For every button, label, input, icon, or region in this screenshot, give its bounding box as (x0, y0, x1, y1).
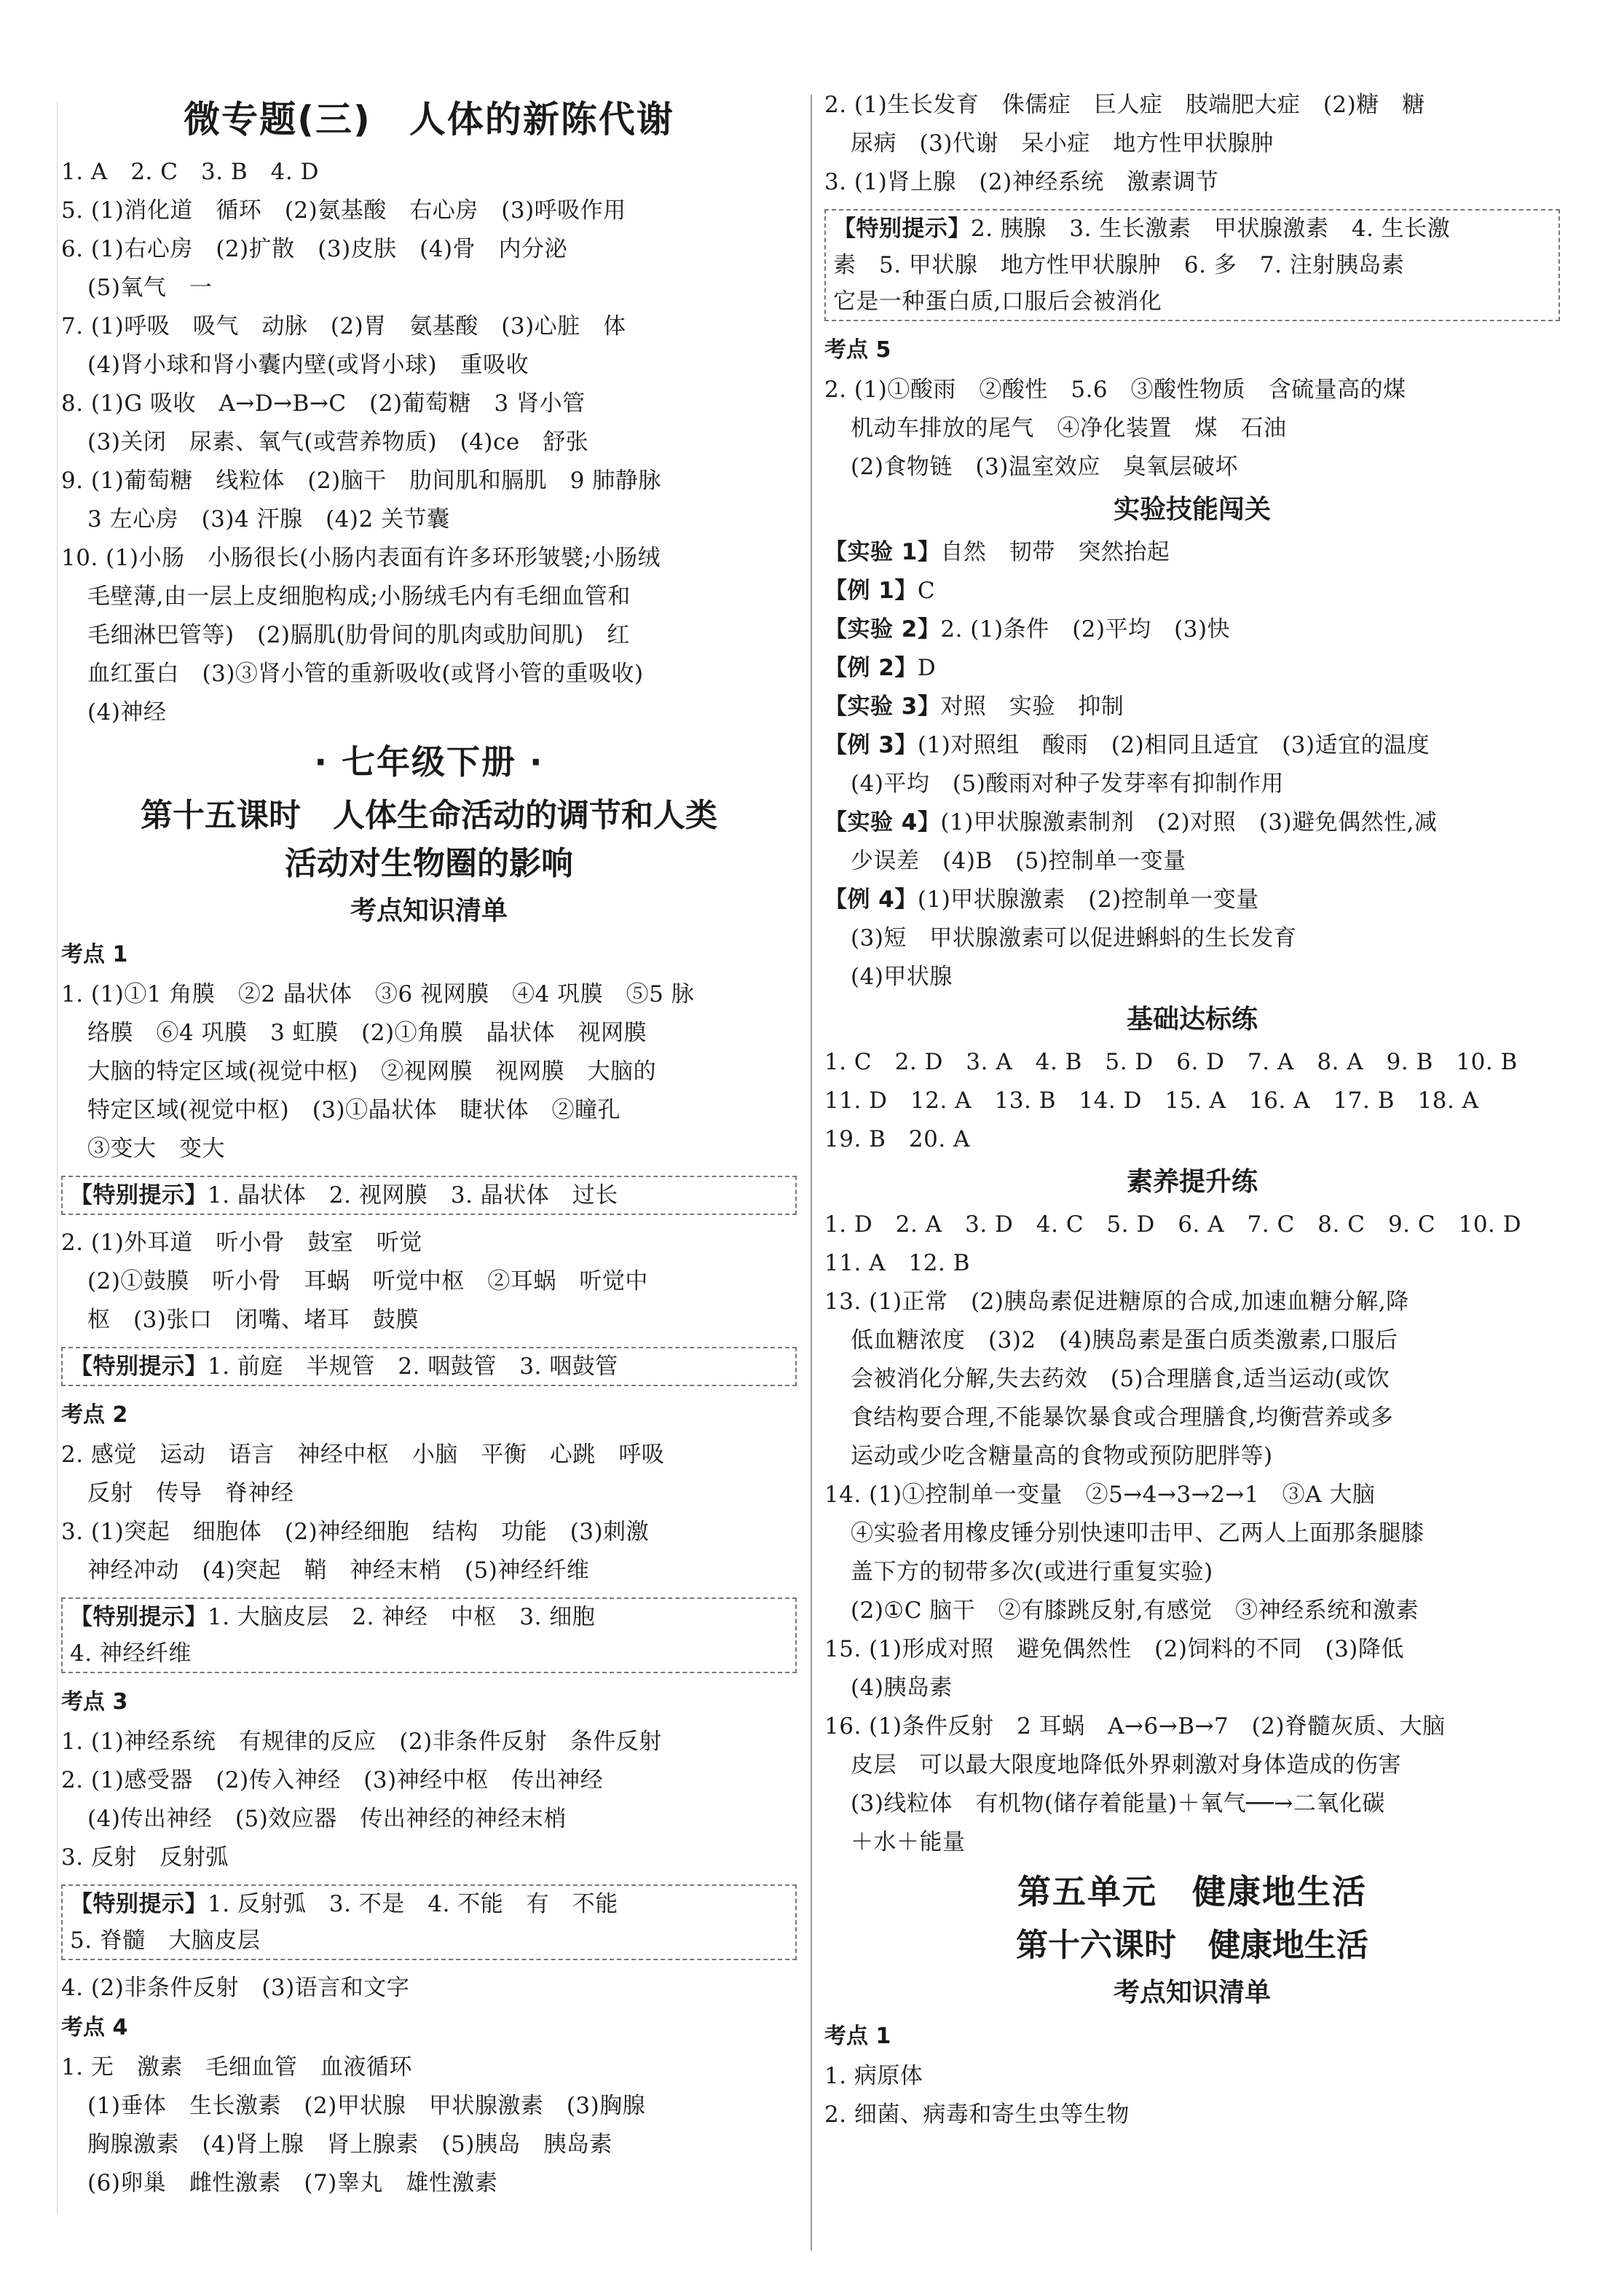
answer-continuation: (6)卵巢 雌性激素 (7)睾丸 雄性激素 (87, 2170, 498, 2196)
answer-continuation: (1)垂体 生长激素 (2)甲状腺 甲状腺激素 (3)胸腺 (87, 2093, 646, 2119)
section-title: 微专题(三) 人体的新陈代谢 (184, 98, 674, 141)
subsection-title: 考点知识清单 (350, 896, 508, 926)
topic-label: 考点 4 (61, 2015, 128, 2040)
experiment-line (824, 688, 1560, 726)
experiment-text: D (917, 655, 937, 681)
experiment-tag: 【例 1】 (824, 578, 918, 604)
answer-line: 3. (1)突起 细胞体 (2)神经细胞 结构 功能 (3)刺激 (61, 1519, 650, 1545)
lesson-title: 第十五课时 人体生命活动的调节和人类 (141, 797, 717, 834)
answer-line: 14. (1)①控制单一变量 ②5→4→3→2→1 ③A 大脑 (824, 1482, 1376, 1508)
answer-line: 2. 细菌、病毒和寄生虫等生物 (824, 2102, 1130, 2128)
tip-line (833, 283, 1551, 320)
answer-continuation: ③变大 变大 (87, 1136, 225, 1162)
answer-line: 3. 反射 反射弧 (61, 1844, 229, 1871)
experiment-tag: 【例 2】 (824, 655, 918, 681)
topic-label: 考点 3 (61, 1689, 128, 1715)
answer-line: 2. (1)生长发育 侏儒症 巨人症 肢端肥大症 (2)糖 糖 (824, 92, 1425, 118)
answer-line: 15. (1)形成对照 避免偶然性 (2)饲料的不同 (3)降低 (824, 1636, 1404, 1662)
tip-text: 1. 反射弧 3. 不是 4. 不能 有 不能 (208, 1891, 618, 1917)
answer-continuation: 尿病 (3)代谢 呆小症 地方性甲状腺肿 (851, 130, 1274, 157)
answer-line: 1. 病原体 (824, 2063, 923, 2089)
answer-line: 8. (1)G 吸收 A→D→B→C (2)葡萄糖 3 肾小管 (61, 390, 586, 417)
tip-line (70, 1177, 788, 1214)
experiment-text: 2. (1)条件 (2)平均 (3)快 (940, 616, 1231, 642)
answer-continuation: 特定区域(视觉中枢) (3)①晶状体 睫状体 ②瞳孔 (87, 1097, 621, 1123)
answer-continuation: 胸腺激素 (4)肾上腺 肾上腺素 (5)胰岛 胰岛素 (87, 2131, 612, 2158)
topic-label: 考点 1 (824, 2024, 891, 2049)
answer-continuation: 枢 (3)张口 闭嘴、堵耳 鼓膜 (87, 1307, 419, 1333)
answer-continuation: (3)短 甲状腺激素可以促进蝌蚪的生长发育 (851, 925, 1297, 951)
answer-line: 13. (1)正常 (2)胰岛素促进糖原的合成,加速血糖分解,降 (824, 1289, 1409, 1315)
answer-line: 3. (1)肾上腺 (2)神经系统 激素调节 (824, 169, 1219, 195)
experiment-line (824, 610, 1560, 649)
answer-continuation: 皮层 可以最大限度地降低外界刺激对身体造成的伤害 (851, 1752, 1401, 1778)
answer-continuation: 络膜 ⑥4 巩膜 3 虹膜 (2)①角膜 晶状体 视网膜 (87, 1020, 647, 1046)
tip-text: 素 5. 甲状腺 地方性甲状腺肿 6. 多 7. 注射胰岛素 (833, 252, 1405, 278)
experiment-tag: 【例 4】 (824, 886, 918, 913)
answer-continuation: 毛细淋巴管等) (2)膈肌(肋骨间的肌肉或肋间肌) 红 (87, 622, 630, 648)
experiment-tag: 【例 3】 (824, 732, 918, 758)
section-title: 第五单元 健康地生活 (1017, 1872, 1367, 1911)
tip-tag: 【特别提示】 (70, 1604, 208, 1630)
answer-line: 1. C 2. D 3. A 4. B 5. D 6. D 7. A 8. A 9. B 10. B (824, 1049, 1518, 1075)
subsection-title: 实验技能闯关 (1113, 495, 1271, 524)
tip-tag: 【特别提示】 (70, 1353, 208, 1380)
tip-box (61, 1176, 797, 1215)
subsection-title: 考点知识清单 (1113, 1978, 1271, 2008)
experiment-text: (1)甲状腺激素制剂 (2)对照 (3)避免偶然性,减 (940, 809, 1438, 836)
tip-line (70, 1922, 788, 1959)
experiment-text: (1)对照组 酸雨 (2)相同且适宜 (3)适宜的温度 (917, 732, 1430, 758)
answer-continuation: 反射 传导 脊神经 (87, 1480, 294, 1506)
answer-line: 19. B 20. A (824, 1126, 970, 1152)
answer-continuation: 会被消化分解,失去药效 (5)合理膳食,适当运动(或饮 (851, 1366, 1390, 1392)
answer-continuation: 食结构要合理,不能暴饮暴食或合理膳食,均衡营养或多 (851, 1404, 1394, 1431)
tip-box (824, 209, 1560, 321)
answer-continuation: 3 左心房 (3)4 汗腺 (4)2 关节囊 (87, 506, 450, 532)
lesson-title: 第十六课时 健康地生活 (1016, 1927, 1368, 1964)
experiment-text: C (917, 578, 936, 604)
answer-line: 7. (1)呼吸 吸气 动脉 (2)胃 氨基酸 (3)心脏 体 (61, 313, 626, 339)
answer-continuation: (4)平均 (5)酸雨对种子发芽率有抑制作用 (851, 771, 1284, 797)
tip-box (61, 1597, 797, 1673)
answer-continuation: (4)甲状腺 (851, 964, 953, 990)
subsection-title: 基础达标练 (1126, 1004, 1258, 1034)
answer-continuation: (2)①C 脑干 ②有膝跳反射,有感觉 ③神经系统和激素 (851, 1597, 1419, 1624)
tip-tag: 【特别提示】 (70, 1891, 208, 1917)
tip-text: 1. 晶状体 2. 视网膜 3. 晶状体 过长 (208, 1182, 618, 1208)
experiment-tag: 【实验 2】 (824, 616, 941, 642)
answer-line: 10. (1)小肠 小肠很长(小肠内表面有许多环形皱襞;小肠绒 (61, 545, 661, 571)
answer-line: 2. (1)外耳道 听小骨 鼓室 听觉 (61, 1230, 422, 1256)
answer-line: 16. (1)条件反射 2 耳蜗 A→6→B→7 (2)脊髓灰质、大脑 (824, 1713, 1446, 1739)
answer-line: 5. (1)消化道 循环 (2)氨基酸 右心房 (3)呼吸作用 (61, 197, 626, 224)
tip-line (70, 1599, 788, 1635)
answer-line: 2. (1)感受器 (2)传入神经 (3)神经中枢 传出神经 (61, 1767, 604, 1793)
tip-text: 2. 胰腺 3. 生长激素 甲状腺激素 4. 生长激 (971, 216, 1451, 242)
experiment-line (824, 803, 1560, 842)
tip-text: 1. 大脑皮层 2. 神经 中枢 3. 细胞 (208, 1604, 596, 1630)
answer-continuation: (4)胰岛素 (851, 1675, 953, 1701)
answer-continuation: 机动车排放的尾气 ④净化装置 煤 石油 (851, 415, 1287, 441)
experiment-tag: 【实验 3】 (824, 693, 941, 720)
tip-box (61, 1884, 797, 1960)
section-title: · 七年级下册 · (314, 742, 544, 782)
right-column (824, 86, 1560, 2134)
left-column (61, 86, 797, 2203)
topic-label: 考点 5 (824, 337, 891, 363)
subsection-title: 素养提升练 (1126, 1167, 1258, 1197)
topic-label: 考点 2 (61, 1402, 128, 1428)
answer-line: 1. (1)①1 角膜 ②2 晶状体 ③6 视网膜 ④4 巩膜 ⑤5 脉 (61, 981, 695, 1007)
answer-line: 11. A 12. B (824, 1250, 970, 1276)
tip-text: 1. 前庭 半规管 2. 咽鼓管 3. 咽鼓管 (208, 1353, 618, 1380)
answer-line: 4. (2)非条件反射 (3)语言和文字 (61, 1975, 410, 2001)
answer-continuation: ④实验者用橡皮锤分别快速叩击甲、乙两人上面那条腿膝 (851, 1520, 1424, 1546)
answer-continuation: (4)神经 (87, 699, 167, 726)
tip-line (70, 1635, 788, 1672)
tip-line (70, 1886, 788, 1922)
tip-text: 5. 脊髓 大脑皮层 (70, 1927, 261, 1954)
tip-box (61, 1347, 797, 1386)
tip-text: 4. 神经纤维 (70, 1640, 192, 1667)
answer-continuation: (4)肾小球和肾小囊内壁(或肾小球) 重吸收 (87, 352, 529, 378)
answer-line: 2. 感觉 运动 语言 神经中枢 小脑 平衡 心跳 呼吸 (61, 1442, 665, 1468)
experiment-text: (1)甲状腺激素 (2)控制单一变量 (917, 886, 1259, 913)
lesson-title: 活动对生物圈的影响 (285, 845, 573, 882)
answer-continuation: 神经冲动 (4)突起 鞘 神经末梢 (5)神经纤维 (87, 1557, 590, 1584)
experiment-text: 自然 韧带 突然抬起 (940, 539, 1170, 565)
topic-label: 考点 1 (61, 942, 128, 967)
answer-continuation: 盖下方的韧带多次(或进行重复实验) (851, 1559, 1213, 1585)
answer-line: 6. (1)右心房 (2)扩散 (3)皮肤 (4)骨 内分泌 (61, 236, 568, 262)
answer-continuation: (3)关闭 尿素、氧气(或营养物质) (4)ce 舒张 (87, 429, 589, 455)
tip-line (70, 1348, 788, 1385)
answer-continuation: (3)线粒体 有机物(储存着能量)＋氧气──→二氧化碳 (851, 1790, 1385, 1817)
answer-continuation: 运动或少吃含糖量高的食物或预防肥胖等) (851, 1443, 1273, 1469)
experiment-line (824, 533, 1560, 572)
page-edge-line (57, 102, 58, 2214)
column-divider (811, 95, 812, 2251)
tip-tag: 【特别提示】 (70, 1182, 208, 1208)
answer-line: 9. (1)葡萄糖 线粒体 (2)脑干 肋间肌和膈肌 9 肺静脉 (61, 468, 661, 494)
experiment-line (824, 726, 1560, 765)
answer-line: 1. (1)神经系统 有规律的反应 (2)非条件反射 条件反射 (61, 1729, 662, 1755)
answer-line: 1. A 2. C 3. B 4. D (61, 159, 319, 185)
answer-continuation: (2)食物链 (3)温室效应 臭氧层破坏 (851, 454, 1238, 480)
tip-tag: 【特别提示】 (833, 216, 971, 242)
answer-continuation: 低血糖浓度 (3)2 (4)胰岛素是蛋白质类激素,口服后 (851, 1327, 1398, 1353)
tip-line (833, 211, 1551, 247)
experiment-text: 对照 实验 抑制 (940, 693, 1124, 720)
experiment-line (824, 881, 1560, 919)
answer-line: 2. (1)①酸雨 ②酸性 5.6 ③酸性物质 含硫量高的煤 (824, 377, 1406, 403)
experiment-line (824, 649, 1560, 688)
answer-continuation: (5)氧气 一 (87, 275, 213, 301)
experiment-line (824, 572, 1560, 610)
answer-continuation: ＋水＋能量 (851, 1829, 966, 1855)
answer-continuation: 大脑的特定区域(视觉中枢) ②视网膜 视网膜 大脑的 (87, 1058, 657, 1085)
experiment-tag: 【实验 1】 (824, 539, 941, 565)
answer-line: 1. 无 激素 毛细血管 血液循环 (61, 2054, 412, 2080)
answer-continuation: 毛壁薄,由一层上皮细胞构成;小肠绒毛内有毛细血管和 (87, 583, 631, 610)
answer-continuation: (2)①鼓膜 听小骨 耳蜗 听觉中枢 ②耳蜗 听觉中 (87, 1268, 648, 1294)
answer-continuation: 血红蛋白 (3)③肾小管的重新吸收(或肾小管的重吸收) (87, 661, 644, 687)
answer-line: 1. D 2. A 3. D 4. C 5. D 6. A 7. C 8. C 9. C 10. D (824, 1211, 1522, 1238)
tip-text: 它是一种蛋白质,口服后会被消化 (833, 288, 1162, 315)
answer-line: 11. D 12. A 13. B 14. D 15. A 16. A 17. B 18. A (824, 1088, 1479, 1114)
tip-line (833, 247, 1551, 283)
answer-continuation: (4)传出神经 (5)效应器 传出神经的神经末梢 (87, 1806, 567, 1832)
answer-continuation: 少误差 (4)B (5)控制单一变量 (851, 848, 1186, 874)
experiment-tag: 【实验 4】 (824, 809, 941, 836)
